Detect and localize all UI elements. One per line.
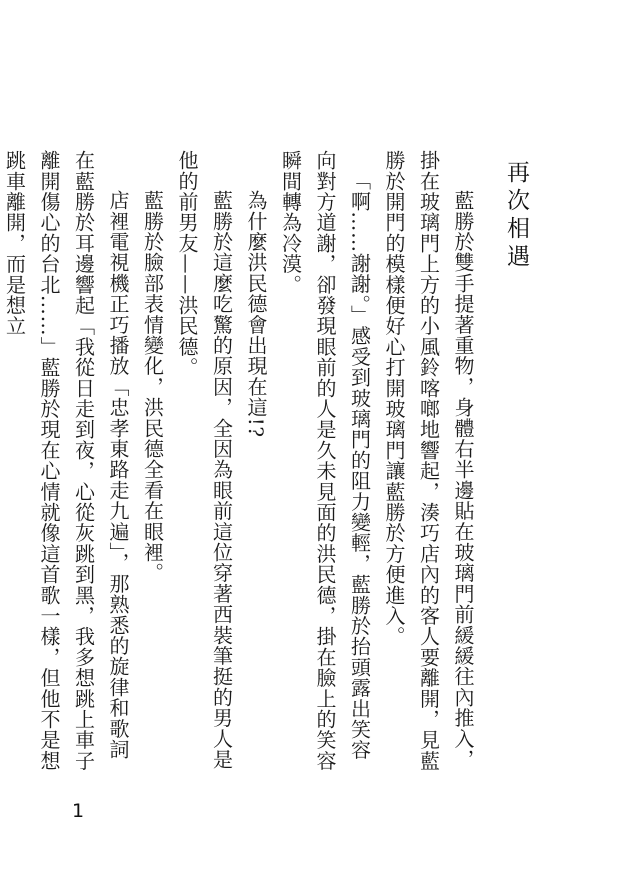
chapter-title: 再次相遇 xyxy=(503,160,529,272)
page-number: 1 xyxy=(72,800,85,822)
body-text xyxy=(2,150,480,780)
paragraph: 藍勝於雙手提著重物，身體右半邊貼在玻璃門前緩緩往內推入，掛在玻璃門上方的小風鈴喀啷地響起，湊巧店內的客人要離開，見藍勝於開門的模樣便好心打開玻璃門讓藍勝於方便進入。 xyxy=(382,150,475,771)
paragraph: 店裡電視機正巧播放「忠孝東路走九遍」，那熟悉的旋律和歌詞在藍勝於耳邊響起「我從日走到夜，心從灰跳到黑，我多想跳上車子離開傷心的台北……」藍勝於現在心情就像這首歌一樣，但他不是想跳車離開，而是想立 xyxy=(2,150,130,771)
paragraph: 藍勝於臉部表情變化，洪民德全看在眼裡。 xyxy=(140,190,165,584)
paragraph: 「啊……謝謝。」感受到玻璃門的阻力變輕，藍勝於抬頭露出笑容向對方道謝，卻發現眼前的人是久未見面的洪民德，掛在臉上的笑容瞬間轉為冷漠。 xyxy=(278,150,372,771)
paragraph: 藍勝於這麼吃驚的原因，全因為眼前這位穿著西裝筆挺的男人是他的前男友——洪民德。 xyxy=(175,150,234,770)
paragraph: 為什麼洪民德會出現在這!? xyxy=(244,190,268,438)
